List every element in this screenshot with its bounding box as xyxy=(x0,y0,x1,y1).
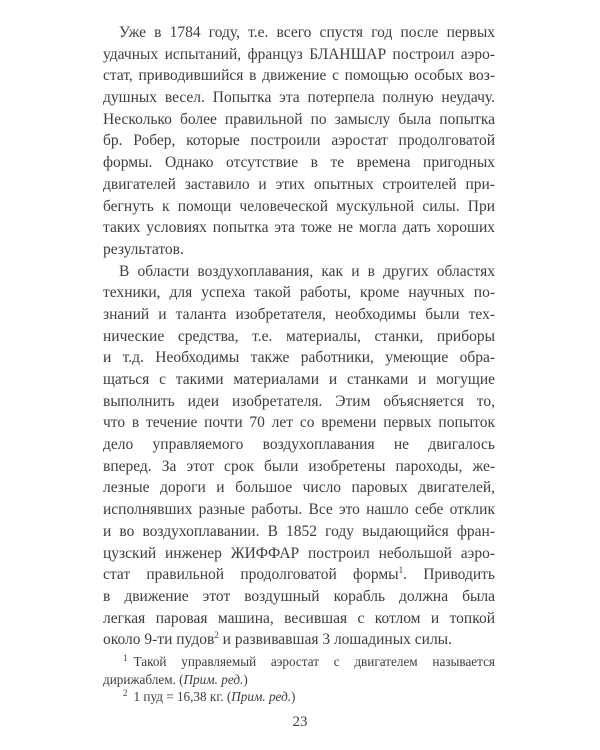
text-line: исполнявших разные работы. Все это нашло себе отклик xyxy=(103,501,495,519)
text-line: дело управляемого воздухоплавания не двигалось xyxy=(103,436,495,454)
text-line: нические средства, т.е. материалы, станки, приборы xyxy=(103,327,495,345)
text-segment: около 9-ти пудов xyxy=(103,631,215,649)
text-line: В области воздухоплавания, как и в других областях xyxy=(119,262,495,280)
text-line: Уже в 1784 году, т.е. всего спустя год после первых xyxy=(119,24,495,41)
text-line: таких условиях попытка эта тоже не могла дать хороших xyxy=(103,219,495,237)
body-text xyxy=(103,22,495,651)
text-line: что в течение почти 70 лет со времени первых попыток xyxy=(103,414,495,432)
paragraph-2 xyxy=(103,261,495,651)
text-line: техники, для успеха такой работы, кроме научных по- xyxy=(103,284,495,302)
paragraph-1 xyxy=(103,22,495,261)
text-line xyxy=(103,629,495,651)
text-line: двигателей заставило и этих опытных строителей при- xyxy=(103,175,495,193)
text-line: щаться с такими материалами и станками и могущие xyxy=(103,371,495,388)
footnote-number: 1 xyxy=(123,653,128,663)
text-line: душных весел. Попытка эта потерпела полную неудачу. xyxy=(103,89,495,107)
footnote-text: Такой управляемый аэростат с двигателем называется xyxy=(133,654,495,669)
text-line: удачных испытаний, француз БЛАНШАР построил аэро- xyxy=(103,45,495,63)
text-line: вперед. За этот срок были изобретены пароходы, же- xyxy=(103,457,495,475)
text-line: формы. Однако отсутствие в те времена пригодных xyxy=(103,154,495,172)
text-segment: и развивавшая 3 лошадиных силы. xyxy=(218,631,452,649)
footnote-ref-1[interactable]: 1 xyxy=(398,565,404,576)
footnote-2 xyxy=(103,688,495,706)
text-line: Несколько более правильной по замыслу была попытка xyxy=(103,110,495,128)
text-line: легкая паровая машина, весившая с котлом и топкой xyxy=(103,609,495,627)
footnote-text: ) xyxy=(291,689,296,704)
text-line: в движение этот воздушный корабль должна была xyxy=(103,587,495,605)
editor-note: Прим. ред. xyxy=(231,689,292,704)
text-line xyxy=(103,564,495,586)
footnote-1-continued xyxy=(103,671,495,689)
text-segment: . Приводить xyxy=(403,566,495,584)
footnotes xyxy=(103,653,495,706)
text-line: стат, приводившийся в движение с помощью особых воз- xyxy=(103,67,495,85)
footnote-text: дирижаблем. ( xyxy=(103,671,184,687)
text-line: и т.д. Необходимы также работники, умеющие обра- xyxy=(103,349,495,367)
text-line: цузский инженер ЖИФФАР построил небольшой аэро- xyxy=(103,544,495,562)
text-segment: стат правильной продолговатой формы xyxy=(103,566,399,584)
text-line: бр. Робер, которые построили аэростат продолговатой xyxy=(103,132,495,150)
footnote-ref-2[interactable]: 2 xyxy=(214,630,219,641)
text-line: результатов. xyxy=(103,240,184,258)
text-line: бегнуть к помощи человеческой мускульной силы. При xyxy=(103,197,495,215)
text-line: знаний и таланта изобретателя, необходимы были тех- xyxy=(103,305,495,323)
text-line: и во воздухоплавании. В 1852 году выдающийся фран- xyxy=(103,522,495,540)
text-line: лезные дороги и большое число паровых двигателей, xyxy=(103,479,495,497)
footnote-number: 2 xyxy=(123,688,128,698)
editor-note: Прим. ред. xyxy=(183,671,244,687)
text-line: выполнить идеи изобретателя. Этим объясняется то, xyxy=(103,392,495,410)
footnote-text: 1 пуд = 16,38 кг. ( xyxy=(133,689,232,704)
footnote-1 xyxy=(103,653,495,671)
page-number: 23 xyxy=(292,714,308,730)
footnote-text: ) xyxy=(243,671,248,687)
